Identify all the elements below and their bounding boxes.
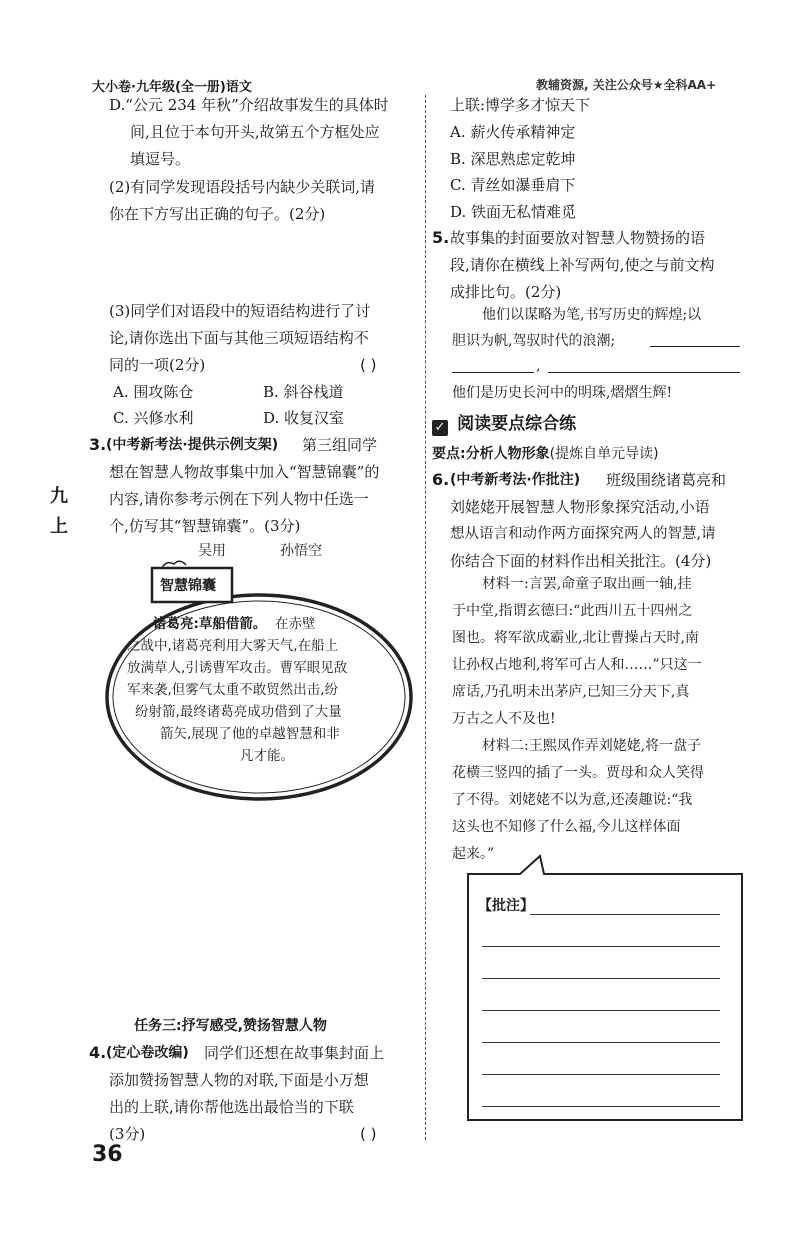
couplet-option-d: D. 铁面无私情难觅 (450, 203, 577, 221)
pouch-line1: 在赤壁 (275, 616, 316, 632)
q2-line1: (2)有同学发现语段括号内缺少关联词,请 (109, 178, 376, 196)
material1-line1: 材料一:言罢,命童子取出画一轴,挂 (482, 576, 692, 592)
q6-number: 6. (432, 470, 450, 489)
q5-line3: 成排比句。(2分) (450, 283, 562, 301)
q6-line3: 想从语言和动作两方面探究两人的智慧,请 (450, 526, 716, 542)
q3-sub-line1: (3)同学们对语段中的短语结构进行了讨 (109, 302, 371, 320)
d-option-line1: D.“公元 234 年秋”介绍故事发生的具体时 (109, 96, 389, 114)
section-header (432, 412, 576, 436)
option-c: C. 兴修水利 (113, 409, 194, 427)
material2-line1: 材料二:王熙凤作弄刘姥姥,将一盘子 (482, 738, 702, 754)
q4-line4: (3分) (109, 1125, 146, 1143)
q6-tag: (中考新考法·作批注) (450, 472, 581, 488)
q5-line2: 段,请你在横线上补写两句,使之与前文构 (450, 256, 715, 274)
option-b: B. 斜谷栈道 (263, 383, 344, 401)
material1-line6: 万古之人不及也! (452, 711, 556, 727)
q3-line4: 个,仿写其“智慧锦囊”。(3分) (109, 517, 301, 535)
material2-line2: 花横三竖四的插了一头。贾母和众人笑得 (452, 765, 704, 781)
q6-line2: 刘姥姥开展智慧人物形象探究活动,小语 (450, 498, 710, 516)
annotation-line-6[interactable] (482, 1074, 720, 1075)
header-right: 教辅资源, 关注公众号★全科AA+ (536, 78, 717, 92)
side-label-up: 上 (50, 516, 68, 537)
pouch-name: 诸葛亮:草船借箭。 (153, 616, 267, 632)
d-option-line2: 间,且位于本句开头,故第五个方框处应 (130, 123, 380, 141)
material1-line5: 席话,乃孔明未出茅庐,已知三分天下,真 (452, 684, 690, 700)
pouch-line3: 放满草人,引诱曹军攻击。曹军眼见敌 (127, 660, 348, 676)
couplet-option-a: A. 薪火传承精神定 (450, 123, 576, 141)
material2-line3: 了不得。刘姥姥不以为意,还凑趣说:“我 (452, 792, 693, 808)
person-sunwukong: 孙悟空 (280, 543, 322, 559)
pouch-line5: 纷射箭,最终诸葛亮成功借到了大量 (135, 704, 342, 720)
material1-line3: 图也。将军欲成霸业,北让曹操占天时,南 (452, 630, 699, 646)
annotation-label: 【批注】 (478, 898, 534, 914)
couplet-option-b: B. 深思熟虑定乾坤 (450, 150, 576, 168)
q5-number: 5. (432, 228, 450, 247)
pouch-line4: 军来袭,但雾气太重不敢贸然出击,纷 (127, 682, 339, 698)
q3-number: 3. (89, 435, 107, 454)
reading-point (432, 441, 659, 467)
section-title: 阅读要点综合练 (457, 414, 577, 434)
q3-line3: 内容,请你参考示例在下列人物中任选一 (109, 490, 369, 508)
annotation-line-7[interactable] (482, 1106, 720, 1107)
check-icon: ✓ (432, 420, 448, 436)
pouch-line2: 之战中,诸葛亮利用大雾天气,在船上 (127, 638, 339, 654)
pouch-label: 智慧锦囊 (160, 578, 216, 594)
point-label: 要点:分析人物形象 (432, 446, 550, 462)
annotation-line-1[interactable] (530, 914, 720, 915)
q5-line1: 故事集的封面要放对智慧人物赞扬的语 (450, 229, 706, 247)
book-title: 大小卷·九年级(全一册)语文 (92, 80, 252, 95)
annotation-line-4[interactable] (482, 1010, 720, 1011)
person-wuyong: 吴用 (198, 543, 226, 559)
q4-answer-paren[interactable]: ( ) (360, 1125, 377, 1143)
annotation-box[interactable] (460, 852, 750, 1127)
material1-line4: 让孙权占地利,将军可占人和……”只这一 (452, 657, 702, 673)
q3-sub-answer-paren[interactable]: ( ) (360, 356, 377, 374)
pouch-line7: 凡才能。 (240, 748, 294, 764)
q4-line3: 出的上联,请你帮他选出最恰当的下联 (109, 1098, 354, 1116)
d-option-line3: 填逗号。 (130, 150, 191, 168)
material2-line4: 这头也不知修了什么福,今儿这样体面 (452, 819, 681, 835)
q5-passage-line2: 胆识为帆,驾驭时代的浪潮; (452, 333, 616, 349)
q3-sub-line3: 同的一项(2分) (109, 356, 206, 374)
material1-line2: 于中堂,指谓玄德曰:“此西川五十四州之 (452, 603, 693, 619)
q3-tag: (中考新考法·提供示例支架) (106, 437, 279, 453)
annotation-line-5[interactable] (482, 1042, 720, 1043)
q3-sub-line2: 论,请你选出下面与其他三项短语结构不 (109, 329, 369, 347)
q5-passage-line1: 他们以谋略为笔,书写历史的辉煌;以 (482, 307, 702, 323)
task-three-title: 任务三:抒写感受,赞扬智慧人物 (134, 1018, 327, 1034)
q5-blank-3[interactable] (548, 354, 740, 373)
q5-ending: 他们是历史长河中的明珠,熠熠生辉! (452, 385, 673, 401)
q6-line1: 班级围绕诸葛亮和 (606, 471, 727, 489)
q2-line2: 你在下方写出正确的句子。(2分) (109, 205, 326, 223)
option-a: A. 围攻陈仓 (113, 383, 194, 401)
q3-line2: 想在智慧人物故事集中加入“智慧锦囊”的 (109, 463, 380, 481)
annotation-line-2[interactable] (482, 946, 720, 947)
material2-line5: 起来。” (452, 846, 495, 862)
point-note: (提炼自单元导读) (549, 446, 659, 462)
q5-comma: , (536, 358, 541, 374)
option-d: D. 收复汉室 (263, 409, 345, 427)
q4-number: 4. (89, 1043, 107, 1062)
q6-line4: 你结合下面的材料作出相关批注。(4分) (450, 552, 712, 570)
side-label-nine: 九 (50, 486, 68, 507)
q4-tag: (定心卷改编) (106, 1045, 189, 1061)
q5-blank-2[interactable] (452, 354, 534, 373)
q3-line1: 第三组同学 (302, 436, 378, 454)
q5-blank-1[interactable] (650, 328, 740, 347)
annotation-line-3[interactable] (482, 978, 720, 979)
q4-line2: 添加赞扬智慧人物的对联,下面是小万想 (109, 1071, 369, 1089)
pouch-line6: 箭矢,展现了他的卓越智慧和非 (160, 726, 340, 742)
couplet-option-c: C. 青丝如瀑垂肩下 (450, 176, 576, 194)
page-number: 36 (92, 1142, 123, 1167)
q4-line1: 同学们还想在故事集封面上 (204, 1044, 385, 1062)
couplet-upper: 上联:博学多才惊天下 (450, 96, 591, 114)
